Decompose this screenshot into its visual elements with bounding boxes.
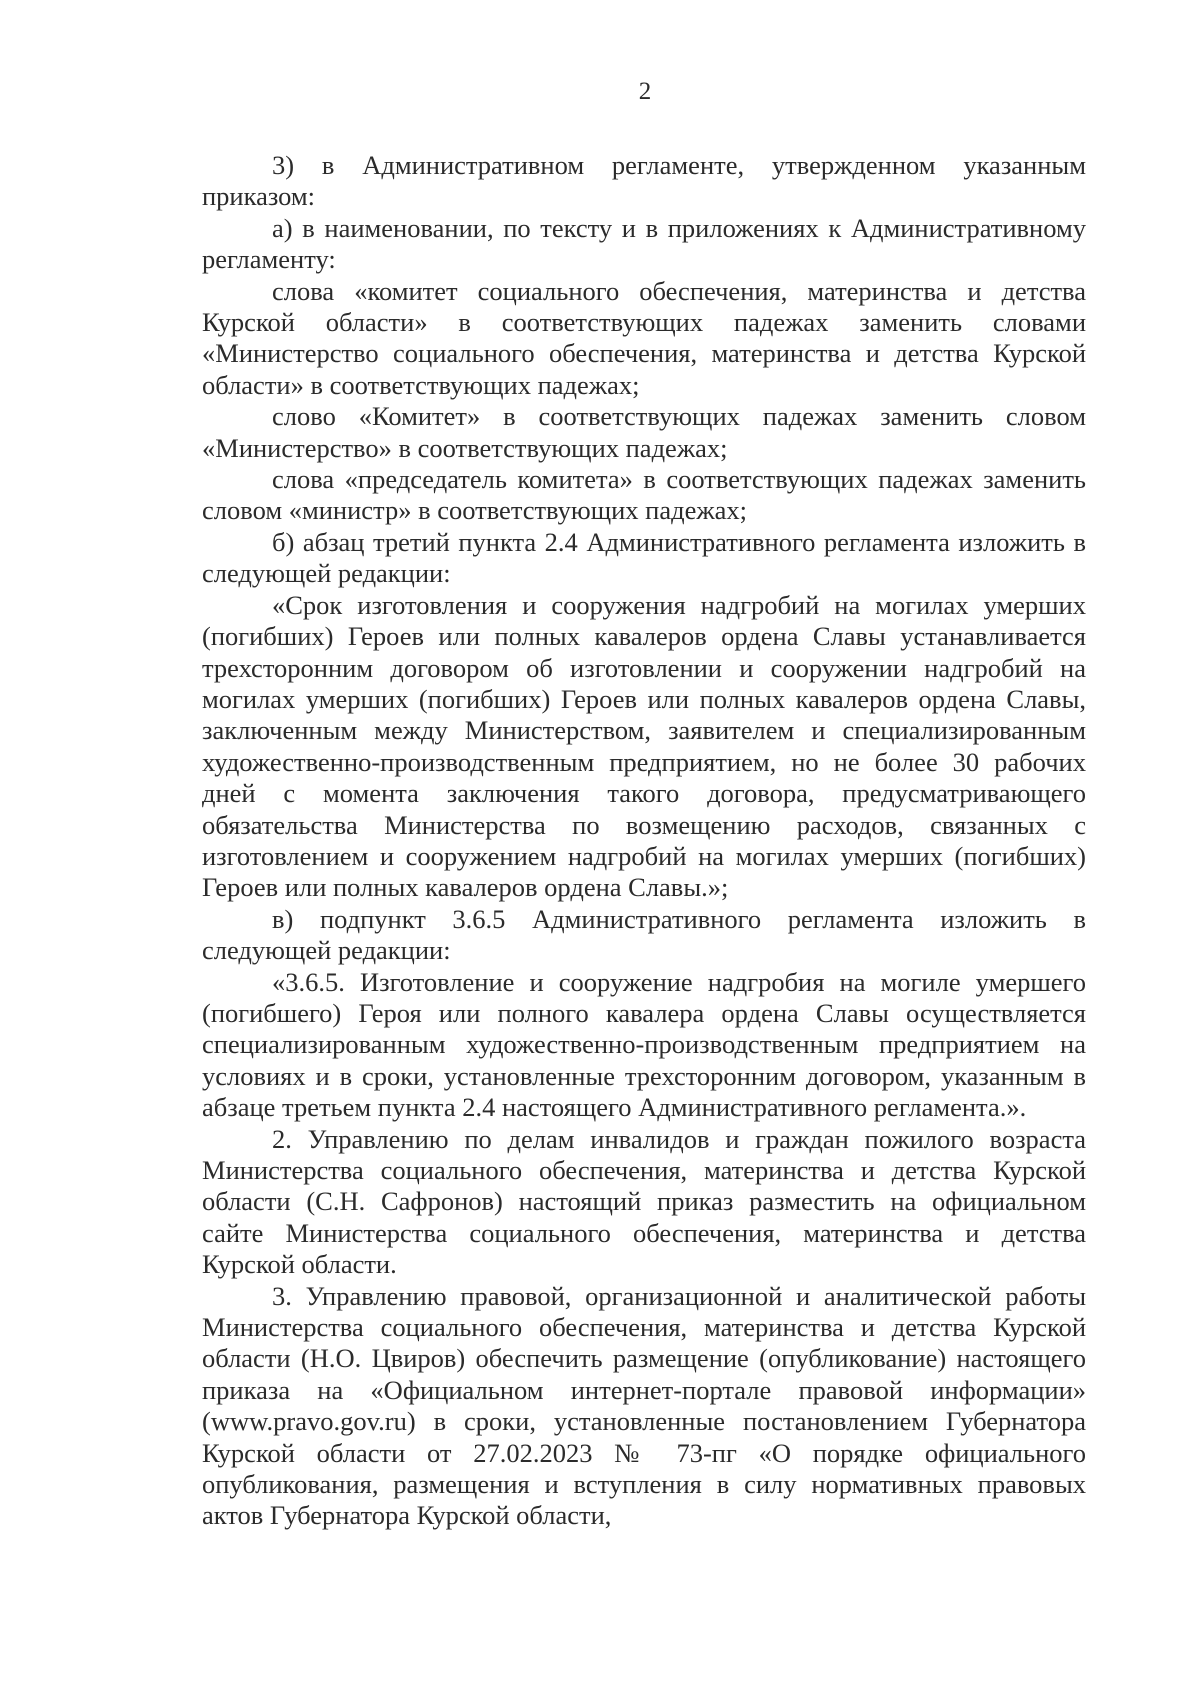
paragraph-quote-term: «Срок изготовления и сооружения надгробий на могилах умерших (погибших) Героев или полных кавалеров ордена Славы устанавливается трехсторонним договором об изготовлении и сооружении надгробий на могилах умерших (погибших) Героев или полных кавалеров ордена Славы, заключенным между Министерством, заявителем и специализированным художественно-производственным предприятием, но не более 30 рабочих дней с момента заключения такого договора, предусматривающего обязательства Министерства по возмещению расходов, связанных с изготовлением и сооружением надгробий на могилах умерших (погибших) Героев или полных кавалеров ордена Славы.»; (202, 589, 1086, 903)
paragraph-subitem-b: б) абзац третий пункта 2.4 Административного регламента изложить в следующей редакции: (202, 526, 1086, 589)
paragraph-item-3-publication: 3. Управлению правовой, организационной и аналитической работы Министерства социального обеспечения, материнства и детства Курской области (Н.О. Цвиров) обеспечить размещение (опубликование) настоящего приказа на «Официальном интернет-портале правовой информации» (www.pravo.gov.ru) в сроки, установленные постановлением Губернатора Курской области от 27.02.2023 № 73-пг «О порядке официального опубликования, размещения и вступления в силу нормативных правовых актов Губернатора Курской области, (202, 1280, 1086, 1531)
paragraph-replace-chairman: слова «председатель комитета» в соответствующих падежах заменить словом «министр» в соответствующих падежах; (202, 464, 1086, 526)
paragraph-replace-committee-word: слово «Комитет» в соответствующих падежах заменить словом «Министерство» в соответствующих падежах; (202, 401, 1086, 463)
paragraph-item-2: 2. Управлению по делам инвалидов и граждан пожилого возраста Министерства социального обеспечения, материнства и детства Курской области (С.Н. Сафронов) настоящий приказ разместить на официальном сайте Министерства социального обеспечения, материнства и детства Курской области. (202, 1123, 1086, 1280)
paragraph-subitem-a: а) в наименовании, по тексту и в приложениях к Административному регламенту: (202, 212, 1086, 275)
paragraph-subitem-v: в) подпункт 3.6.5 Административного регламента изложить в следующей редакции: (202, 903, 1086, 966)
paragraph-item-3: 3) в Административном регламенте, утвержденном указанным приказом: (202, 150, 1086, 212)
paragraph-replace-committee-words: слова «комитет социального обеспечения, материнства и детства Курской области» в соответствующих падежах заменить словами «Министерство социального обеспечения, материнства и детства Курской области» в соответствующих падежах; (202, 275, 1086, 400)
document-body (202, 150, 1086, 1532)
page-number: 2 (638, 78, 652, 105)
paragraph-quote-3-6-5: «3.6.5. Изготовление и сооружение надгробия на могиле умершего (погибшего) Героя или полного кавалера ордена Славы осуществляется специализированным художественно-производственным предприятием на условиях и в сроки, установленные трехсторонним договором, указанным в абзаце третьем пункта 2.4 настоящего Административного регламента.». (202, 966, 1086, 1123)
